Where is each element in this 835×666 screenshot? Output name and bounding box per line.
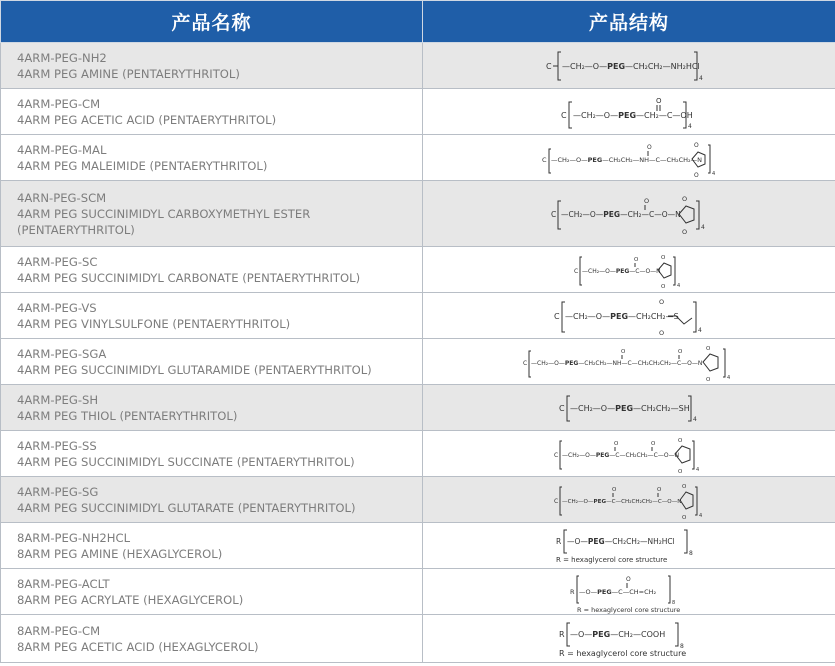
structure-cell: [423, 477, 835, 523]
table-row: [1, 247, 835, 293]
product-code: 4ARM-PEG-SS: [17, 438, 97, 453]
svg-text:4: 4: [711, 170, 715, 177]
table-row: [1, 477, 835, 523]
svg-text:4: 4: [688, 122, 692, 130]
svg-text:O: O: [661, 283, 666, 290]
svg-text:O: O: [658, 297, 664, 306]
product-code: 8ARM-PEG-CM: [17, 623, 101, 638]
product-description-line2: (PENTAERYTHRITOL): [17, 222, 135, 237]
svg-text:8: 8: [689, 549, 693, 557]
svg-text:4: 4: [677, 282, 681, 289]
product-name-cell: [1, 181, 423, 247]
product-name-cell: [1, 135, 423, 181]
svg-text:O: O: [634, 256, 639, 263]
svg-text:O: O: [644, 196, 650, 205]
core-structure-note: R = hexaglycerol core structure: [558, 648, 686, 658]
svg-text:O: O: [682, 227, 688, 236]
core-structure-note: R = hexaglycerol core structure: [577, 605, 681, 614]
product-code: 4ARM-PEG-SGA: [17, 346, 107, 361]
structure-cell: [423, 181, 835, 247]
product-description: 8ARM PEG ACRYLATE (HEXAGLYCEROL): [17, 592, 244, 607]
table-row: [1, 293, 835, 339]
product-code: 4ARM-PEG-SG: [17, 484, 99, 499]
product-name-cell: [1, 247, 423, 293]
product-description: 4ARM PEG VINYLSULFONE (PENTAERYTHRITOL): [17, 316, 291, 331]
structure-cell: [423, 89, 835, 135]
table-row: [1, 181, 835, 247]
structure-formula-sga: [523, 341, 735, 383]
table-row: [1, 615, 835, 663]
table-row: [1, 431, 835, 477]
svg-text:8: 8: [672, 599, 676, 606]
svg-text:O: O: [651, 440, 656, 447]
svg-text:O: O: [621, 348, 626, 355]
svg-text:—CH₂—O—PEG—C—CH₂CH₂—C—O—N: —CH₂—O—PEG—C—CH₂CH₂—C—O—N: [562, 451, 680, 459]
svg-text:—O—PEG—CH₂CH₂—NH₂HCl: —O—PEG—CH₂CH₂—NH₂HCl: [567, 536, 675, 546]
structure-formula-scm: [549, 189, 709, 239]
product-code: 4ARM-PEG-NH2: [17, 50, 107, 65]
svg-text:—O—PEG—CH₂—COOH: —O—PEG—CH₂—COOH: [569, 629, 665, 639]
svg-text:O: O: [626, 575, 631, 583]
svg-text:4: 4: [699, 74, 703, 82]
product-description: 4ARM PEG THIOL (PENTAERYTHRITOL): [17, 408, 238, 423]
product-code: 4ARM-PEG-VS: [17, 300, 97, 315]
product-code: 8ARM-PEG-NH2HCL: [17, 530, 131, 545]
svg-text:O: O: [661, 254, 666, 261]
core-structure-note: R = hexaglycerol core structure: [556, 555, 668, 564]
svg-text:O: O: [657, 486, 662, 493]
structure-cell: [423, 569, 835, 615]
svg-text:4: 4: [699, 512, 703, 519]
structure-formula-cm: [559, 92, 699, 132]
svg-text:C: C: [523, 359, 528, 367]
svg-text:4: 4: [697, 326, 702, 334]
structure-cell: [423, 385, 835, 431]
svg-text:4: 4: [692, 415, 697, 423]
svg-text:O: O: [678, 468, 683, 475]
svg-text:—CH₂—O—PEG—CH₂CH₂—SH: —CH₂—O—PEG—CH₂CH₂—SH: [569, 403, 690, 413]
structure-formula-sg: [554, 479, 704, 521]
product-description: 4ARM PEG MALEIMIDE (PENTAERYTHRITOL): [17, 158, 268, 173]
svg-text:C: C: [554, 497, 559, 505]
product-description: 4ARM PEG SUCCINIMIDYL CARBOXYMETHYL ESTER: [17, 206, 311, 221]
structure-formula-nh2: [544, 46, 714, 86]
svg-text:R: R: [570, 587, 575, 596]
svg-text:O: O: [678, 437, 683, 444]
product-description: 4ARM PEG SUCCINIMIDYL GLUTARAMIDE (PENTAERYTHRITOL): [17, 362, 372, 377]
svg-text:—CH₂—O—PEG—CH₂CH₂—NH—C—CH₂CH₂C: —CH₂—O—PEG—CH₂CH₂—NH—C—CH₂CH₂CH₂—C—O—N: [531, 359, 703, 367]
table-row: [1, 385, 835, 431]
svg-text:C: C: [574, 267, 579, 275]
svg-text:—CH₂—O—PEG—CH₂—C—O—N: —CH₂—O—PEG—CH₂—C—O—N: [561, 209, 681, 219]
product-name-cell: [1, 569, 423, 615]
product-description: 4ARM PEG SUCCINIMIDYL GLUTARATE (PENTAERYTHRITOL): [17, 500, 356, 515]
svg-text:C: C: [551, 209, 557, 219]
product-description: 4ARM PEG ACETIC ACID (PENTAERYTHRITOL): [17, 112, 277, 127]
product-description: 4ARM PEG AMINE (PENTAERYTHRITOL): [17, 66, 240, 81]
svg-text:—CH₂—O—PEG—CH₂CH₂—S: —CH₂—O—PEG—CH₂CH₂—S: [564, 311, 679, 321]
svg-text:O: O: [614, 440, 619, 447]
structure-cell: [423, 135, 835, 181]
table-row: [1, 339, 835, 385]
structure-formula-ss: [554, 433, 704, 475]
svg-text:C: C: [546, 61, 552, 71]
svg-text:O: O: [706, 376, 711, 383]
svg-text:C: C: [561, 110, 567, 120]
table-row: [1, 43, 835, 89]
svg-text:O: O: [693, 171, 699, 179]
product-name-cell: [1, 615, 423, 663]
structure-formula-8arm-nh2: [554, 525, 704, 567]
structure-formula-sc: [574, 249, 684, 291]
svg-text:O: O: [656, 96, 662, 105]
product-name-cell: [1, 523, 423, 569]
product-code: 4ARM-PEG-SC: [17, 254, 98, 269]
product-name-cell: [1, 293, 423, 339]
svg-text:C: C: [558, 403, 565, 413]
product-name-cell: [1, 477, 423, 523]
svg-text:C: C: [541, 155, 547, 164]
svg-text:4: 4: [701, 223, 705, 231]
product-description: 4ARM PEG SUCCINIMIDYL CARBONATE (PENTAERYTHRITOL): [17, 270, 361, 285]
svg-text:—CH₂—O—PEG—C—O—N: —CH₂—O—PEG—C—O—N: [582, 267, 661, 275]
product-description: 8ARM PEG ACETIC ACID (HEXAGLYCEROL): [17, 639, 259, 654]
product-description: 8ARM PEG AMINE (HEXAGLYCEROL): [17, 546, 223, 561]
product-code: 4ARM-PEG-MAL: [17, 142, 107, 157]
product-code: 4ARM-PEG-SH: [17, 392, 99, 407]
svg-text:O: O: [612, 486, 617, 493]
structure-cell: [423, 43, 835, 89]
product-code: 8ARM-PEG-ACLT: [17, 576, 110, 591]
svg-text:—CH₂—O—PEG—CH₂CH₂—NH—C—CH₂CH₂—: —CH₂—O—PEG—CH₂CH₂—NH—C—CH₂CH₂—N: [550, 155, 702, 164]
structure-formula-8arm-cm: [557, 618, 702, 660]
svg-text:O: O: [682, 514, 687, 521]
svg-text:—CH₂—O—PEG—CH₂—C—OH: —CH₂—O—PEG—CH₂—C—OH: [573, 110, 693, 120]
product-description: 4ARM PEG SUCCINIMIDYL SUCCINATE (PENTAERYTHRITOL): [17, 454, 355, 469]
header-product-name: 产品名称: [1, 1, 423, 43]
structure-formula-vs: [552, 294, 707, 338]
svg-text:—O—PEG—C—CH=CH₂: —O—PEG—C—CH=CH₂: [579, 587, 657, 596]
structure-formula-mal: [542, 137, 717, 179]
product-name-cell: [1, 339, 423, 385]
svg-text:—CH₂—O—PEG—C—CH₂CH₂CH₂—C—O—N: —CH₂—O—PEG—C—CH₂CH₂CH₂—C—O—N: [562, 498, 682, 505]
table-row: [1, 523, 835, 569]
svg-text:R: R: [558, 629, 565, 639]
product-code: 4ARN-PEG-SCM: [17, 190, 107, 205]
product-name-cell: [1, 431, 423, 477]
structure-formula-sh: [557, 391, 702, 425]
table-row: [1, 135, 835, 181]
header-product-structure: 产品结构: [423, 1, 835, 43]
svg-text:O: O: [678, 348, 683, 355]
product-code: 4ARM-PEG-CM: [17, 96, 101, 111]
svg-text:C: C: [554, 451, 559, 459]
structure-cell: [423, 339, 835, 385]
structure-cell: [423, 615, 835, 663]
svg-text:O: O: [682, 194, 688, 203]
table-header-row: [1, 1, 835, 43]
structure-cell: [423, 431, 835, 477]
svg-text:R: R: [556, 536, 562, 546]
table-row: [1, 89, 835, 135]
product-name-cell: [1, 43, 423, 89]
structure-cell: [423, 523, 835, 569]
svg-text:O: O: [682, 483, 687, 490]
table-row: [1, 569, 835, 615]
structure-cell: [423, 293, 835, 339]
svg-text:8: 8: [679, 642, 684, 650]
svg-text:4: 4: [696, 466, 700, 473]
svg-text:—CH₂—O—PEG—CH₂CH₂—NH₂HCl: —CH₂—O—PEG—CH₂CH₂—NH₂HCl: [562, 61, 700, 71]
svg-text:O: O: [706, 345, 711, 352]
structure-formula-8arm-aclt: [569, 570, 689, 614]
svg-text:O: O: [658, 328, 664, 337]
product-name-cell: [1, 89, 423, 135]
svg-text:4: 4: [727, 374, 731, 381]
svg-text:O: O: [646, 143, 652, 151]
product-name-cell: [1, 385, 423, 431]
svg-text:O: O: [693, 141, 699, 149]
structure-cell: [423, 247, 835, 293]
svg-text:C: C: [553, 311, 560, 321]
